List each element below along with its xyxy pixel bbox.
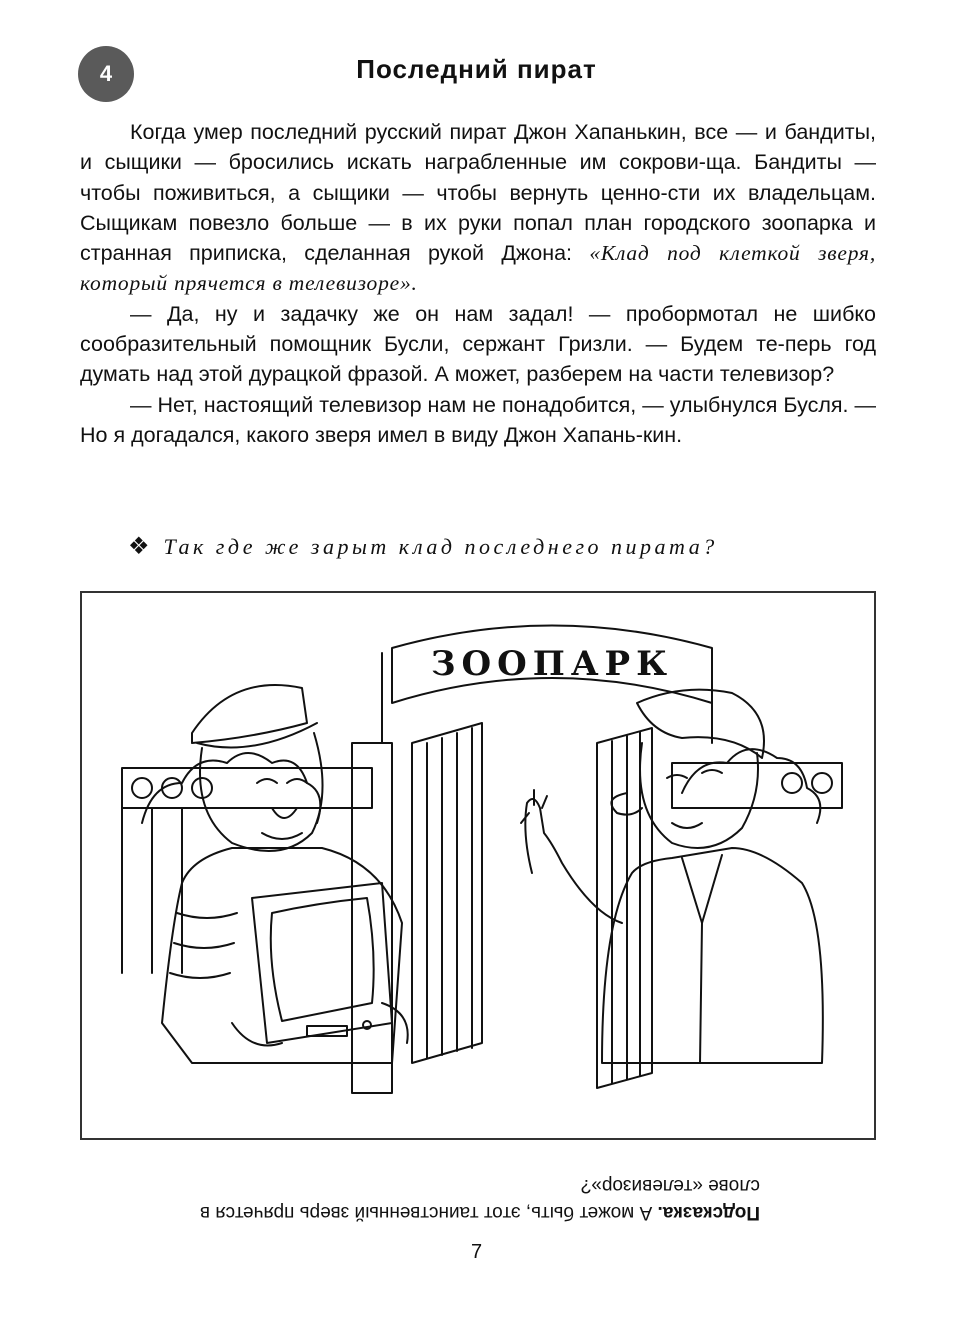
story-text <box>80 117 876 450</box>
zoo-gate-illustration <box>80 591 876 1140</box>
tv-set <box>252 883 392 1043</box>
upside-down-hint <box>180 1172 760 1226</box>
policeman-body <box>162 848 402 1063</box>
hint-label: Подсказка. <box>657 1202 760 1223</box>
diamond-bullet-icon: ❖ <box>128 534 150 560</box>
illustration-drawing <box>82 593 874 1138</box>
hint-text: А может быть, этот таинственный зверь прячется в слове «телевизор»? <box>199 1175 760 1223</box>
paragraph-1 <box>80 117 876 299</box>
page-number: 7 <box>470 1241 483 1263</box>
gate-sign-text: ЗООПАРК <box>430 644 674 684</box>
detective-raised-hand <box>525 799 622 923</box>
puzzle-question-text: Так где же зарыт клад последнего пирата? <box>163 533 718 559</box>
paragraph-3: — Нет, настоящий телевизор нам не понадобится, — улыбнулся Бусля. — Но я догадался, какого зверя имел в виду Джон Хапань-кин. <box>80 392 876 447</box>
bush-right <box>682 749 820 823</box>
clue-quote: «Клад под клеткой зверя, который прячется в телевизоре». <box>80 241 876 296</box>
policeman-cap <box>192 685 307 743</box>
page-title: Последний пират <box>356 54 597 84</box>
paragraph-2: — Да, ну и задачку же он нам задал! — пробормотал не шибко сообразительный помощник Бусли, сержант Гризли. — Будем те-перь год думать над этой дурацкой фразой. А может, разберем на части телевизор? <box>80 301 876 387</box>
detective-coat <box>602 848 823 1063</box>
gate-door-right <box>597 728 652 1088</box>
chapter-number: 4 <box>99 61 113 86</box>
fence-left <box>122 768 372 808</box>
paragraph-1-text: Когда умер последний русский пират Джон Хапанькин, все — и бандиты, и сыщики — бросились искать награбленные им сокрови-ща. Бандиты — чтобы поживиться, а сыщики — чтобы вернуть ценно-сти их владельцам. Сыщикам повезло больше — в их руки попал план городского зоопарка и странная приписка, сделанная рукой Джона: <box>80 120 876 266</box>
puzzle-question <box>128 532 828 561</box>
detective-head <box>640 743 758 848</box>
